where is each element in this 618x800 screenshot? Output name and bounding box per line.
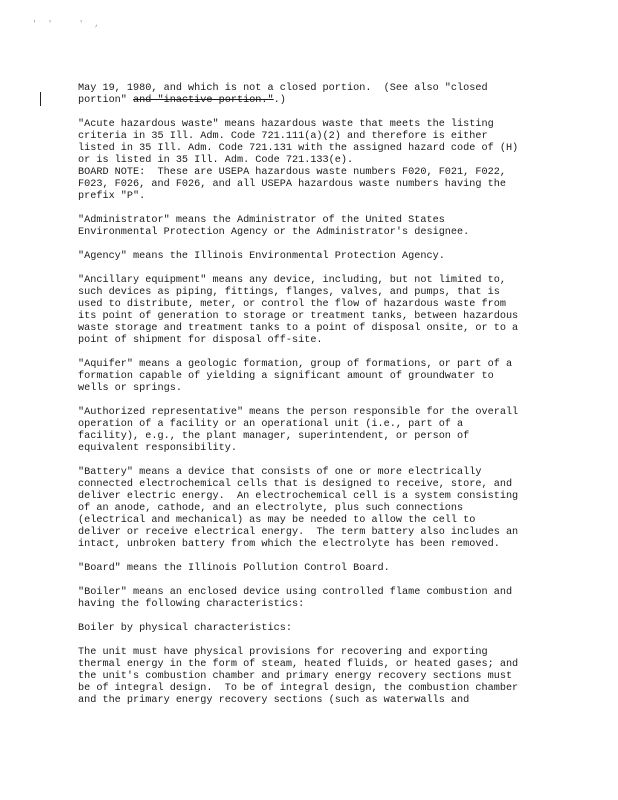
text-line: used to distribute, meter, or control the flow of hazardous waste from bbox=[78, 299, 506, 310]
definition-battery bbox=[78, 467, 548, 551]
text-line: "Acute hazardous waste" means hazardous waste that meets the listing bbox=[78, 119, 494, 130]
text-line-prefix: portion" bbox=[78, 95, 134, 106]
text-line: equivalent responsibility. bbox=[78, 443, 237, 454]
text-line: wells or springs. bbox=[78, 383, 182, 394]
definition-board bbox=[78, 563, 548, 575]
boiler-physical-characteristics-heading bbox=[78, 623, 548, 635]
document-body bbox=[78, 83, 548, 719]
text-line: "Board" means the Illinois Pollution Control Board. bbox=[78, 563, 390, 574]
text-line: point of shipment for disposal off-site. bbox=[78, 335, 323, 346]
definition-aquifer bbox=[78, 359, 548, 395]
text-line: prefix "P". bbox=[78, 191, 146, 202]
text-line: connected electrochemical cells that is designed to receive, store, and bbox=[78, 479, 513, 490]
text-line: its point of generation to storage or treatment tanks, between hazardous bbox=[78, 311, 519, 322]
board-note-line: BOARD NOTE: These are USEPA hazardous waste numbers F020, F021, F022, bbox=[78, 167, 506, 178]
text-line: "Boiler" means an enclosed device using controlled flame combustion and bbox=[78, 587, 513, 598]
text-line: "Battery" means a device that consists of one or more electrically bbox=[78, 467, 482, 478]
text-line: formation capable of yielding a significant amount of groundwater to bbox=[78, 371, 494, 382]
text-line: The unit must have physical provisions for recovering and exporting bbox=[78, 647, 488, 658]
definition-boiler bbox=[78, 587, 548, 611]
text-line: deliver or receive electrical energy. The term battery also includes an bbox=[78, 527, 519, 538]
text-line: intact, unbroken battery from which the electrolyte has been removed. bbox=[78, 539, 500, 550]
text-line: "Ancillary equipment" means any device, including, but not limited to, bbox=[78, 275, 506, 286]
text-line: such devices as piping, fittings, flanges, valves, and pumps, that is bbox=[78, 287, 500, 298]
text-line-suffix: .) bbox=[273, 95, 286, 106]
struck-text: and "inactive portion." bbox=[133, 95, 274, 106]
text-line: waste storage and treatment tanks to a point of disposal onsite, or to a bbox=[78, 323, 519, 334]
scan-corner-marks: ' ' ' , bbox=[32, 20, 103, 29]
text-line: "Aquifer" means a geologic formation, group of formations, or part of a bbox=[78, 359, 513, 370]
definition-administrator bbox=[78, 215, 548, 239]
boiler-physical-characteristics-body bbox=[78, 647, 548, 707]
text-line: deliver electric energy. An electrochemical cell is a system consisting bbox=[78, 491, 519, 502]
definition-authorized-representative bbox=[78, 407, 548, 455]
text-line: F023, F026, and F026, and all USEPA hazardous waste numbers having the bbox=[78, 179, 506, 190]
text-line: listed in 35 Ill. Adm. Code 721.131 with the assigned hazard code of (H) bbox=[78, 143, 519, 154]
text-line: be of integral design. To be of integral design, the combustion chamber bbox=[78, 683, 519, 694]
revision-change-bar bbox=[40, 92, 41, 106]
text-line: "Administrator" means the Administrator of the United States bbox=[78, 215, 445, 226]
text-line: or is listed in 35 Ill. Adm. Code 721.133(e). bbox=[78, 155, 354, 166]
paragraph-closed-portion-continuation bbox=[78, 83, 548, 107]
text-line: criteria in 35 Ill. Adm. Code 721.111(a)(2) and therefore is either bbox=[78, 131, 488, 142]
definition-agency bbox=[78, 251, 548, 263]
text-line: Boiler by physical characteristics: bbox=[78, 623, 292, 634]
text-line: "Agency" means the Illinois Environmental Protection Agency. bbox=[78, 251, 445, 262]
definition-ancillary-equipment bbox=[78, 275, 548, 347]
text-line: facility), e.g., the plant manager, superintendent, or person of bbox=[78, 431, 470, 442]
text-line: the unit's combustion chamber and primary energy recovery sections must bbox=[78, 671, 513, 682]
text-line: thermal energy in the form of steam, heated fluids, or heated gases; and bbox=[78, 659, 519, 670]
text-line: (electrical and mechanical) as may be needed to allow the cell to bbox=[78, 515, 476, 526]
text-line: operation of a facility or an operational unit (i.e., part of a bbox=[78, 419, 464, 430]
text-line: May 19, 1980, and which is not a closed portion. (See also "closed bbox=[78, 83, 488, 94]
definition-acute-hazardous-waste bbox=[78, 119, 548, 203]
text-line: and the primary energy recovery sections (such as waterwalls and bbox=[78, 695, 470, 706]
text-line: of an anode, cathode, and an electrolyte, plus such connections bbox=[78, 503, 464, 514]
text-line: "Authorized representative" means the person responsible for the overall bbox=[78, 407, 519, 418]
text-line: having the following characteristics: bbox=[78, 599, 305, 610]
text-line: Environmental Protection Agency or the Administrator's designee. bbox=[78, 227, 470, 238]
